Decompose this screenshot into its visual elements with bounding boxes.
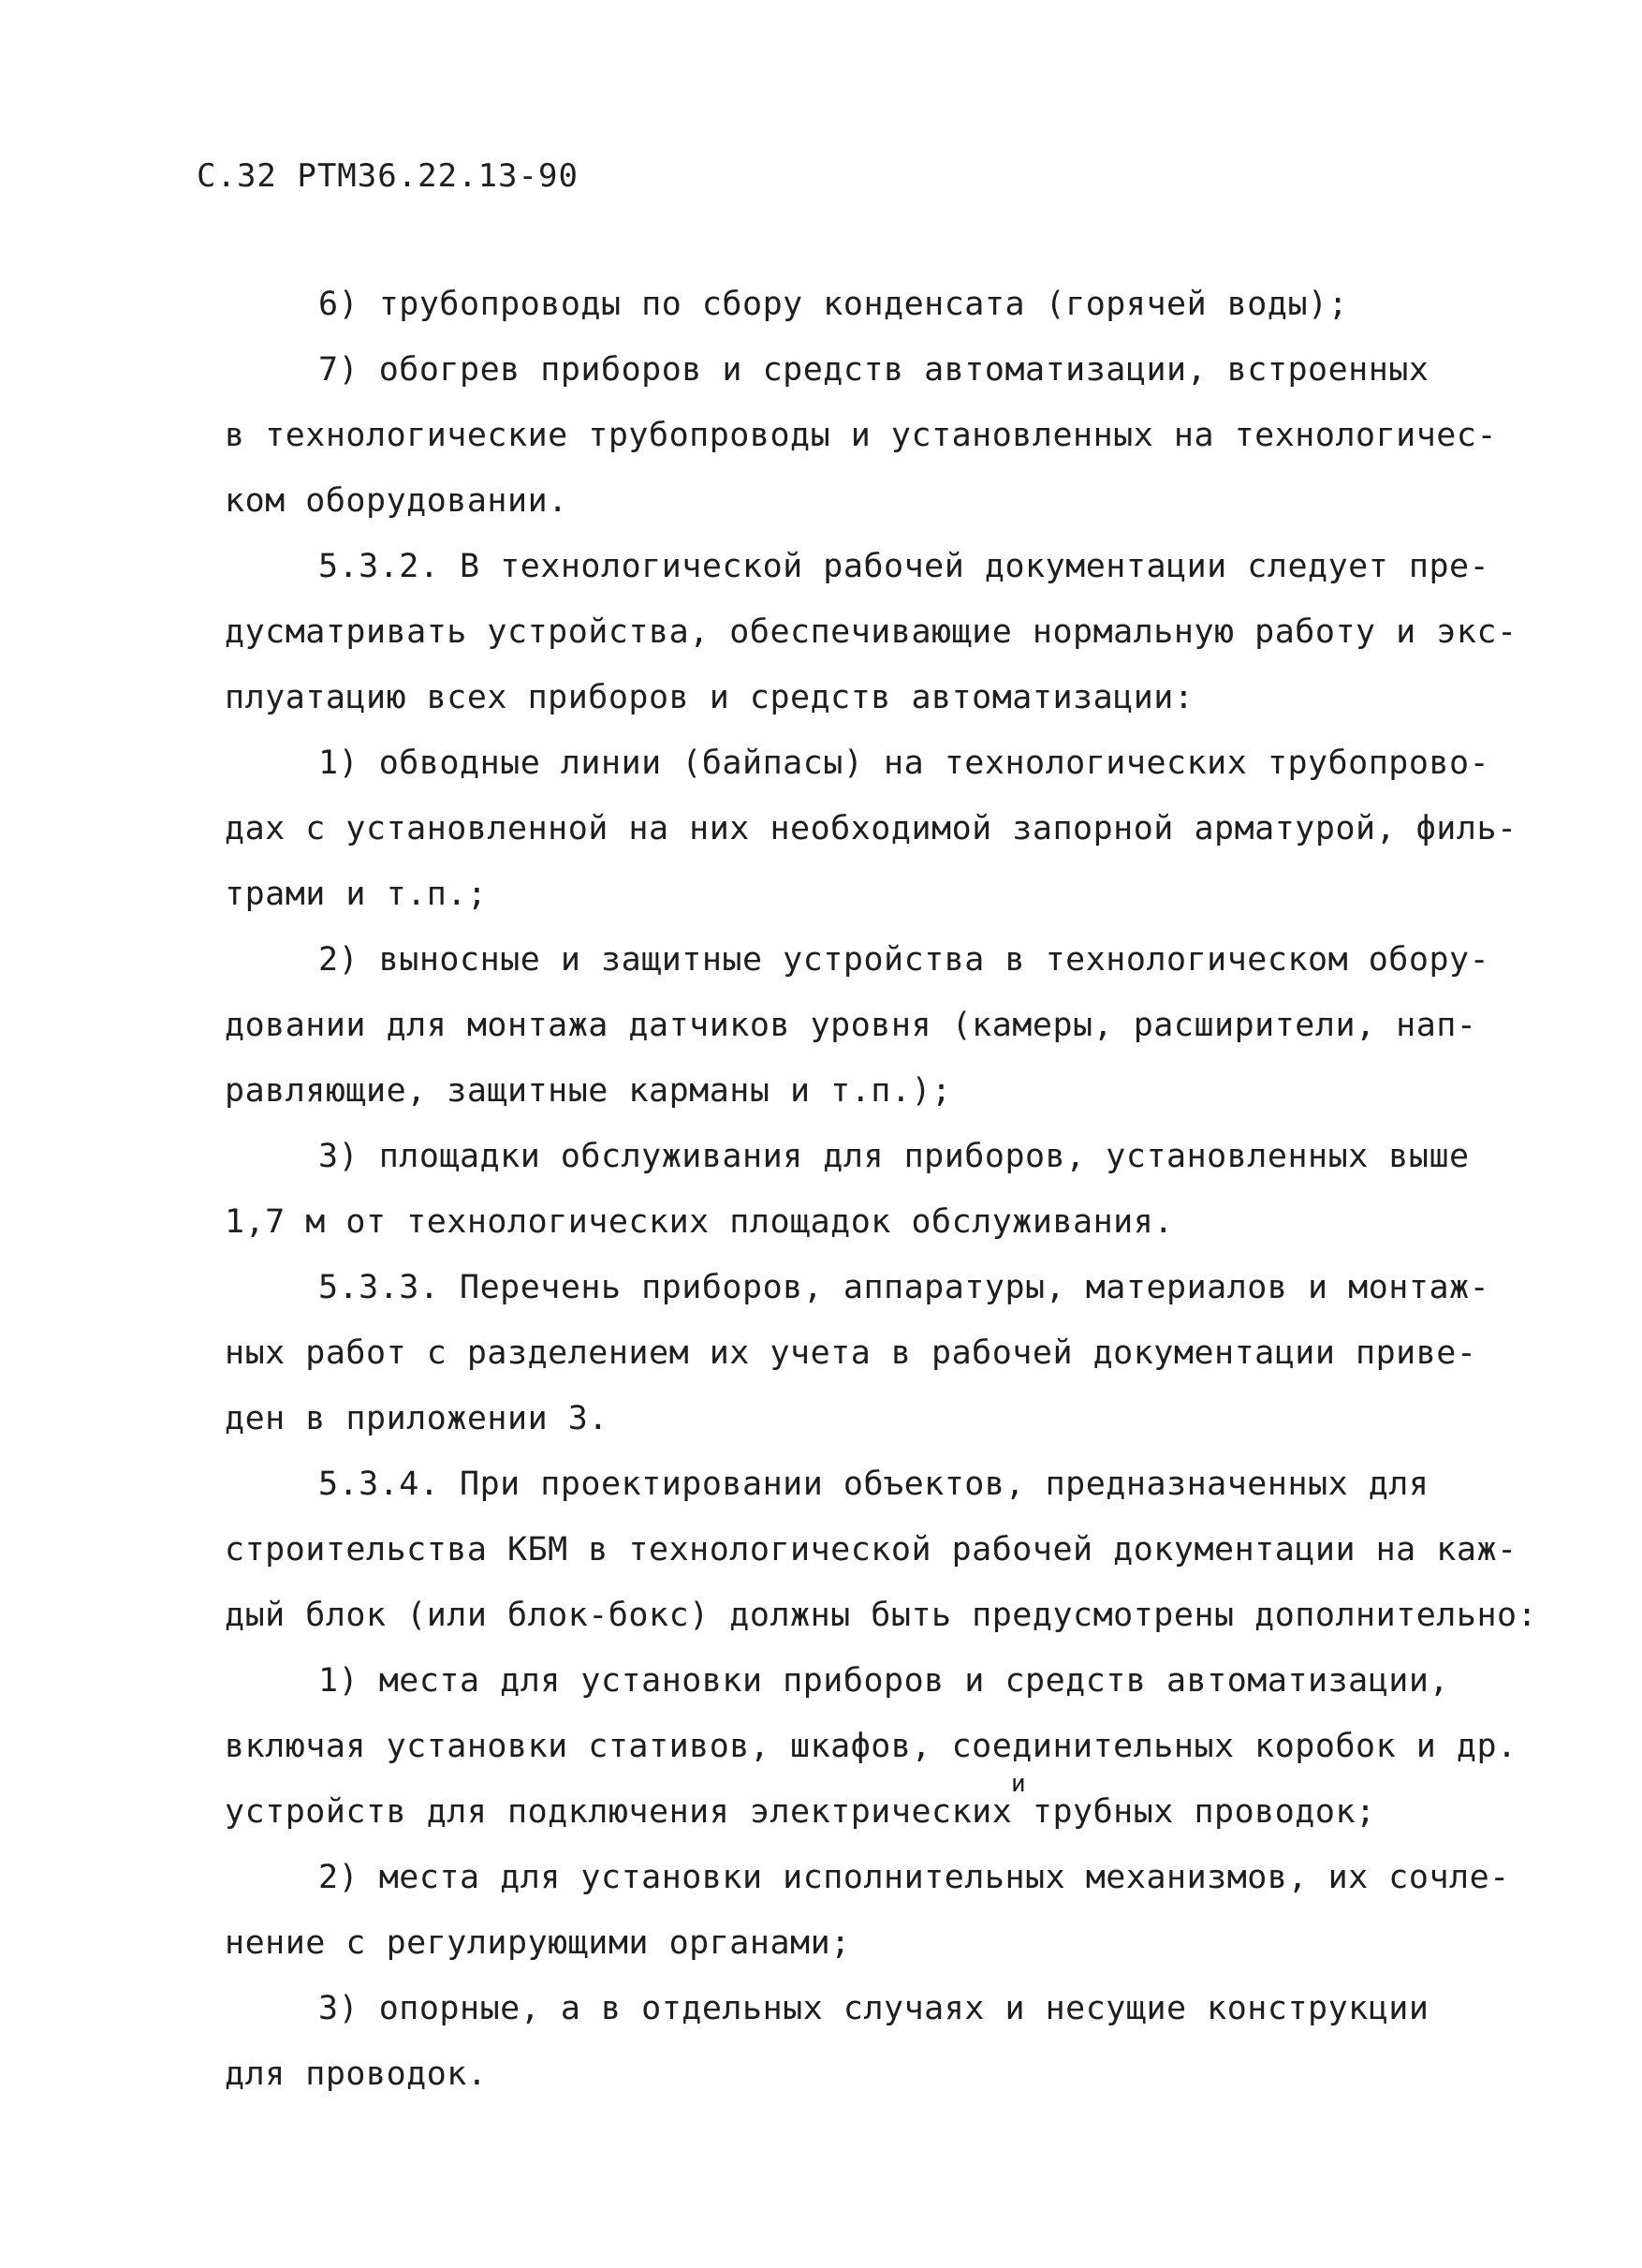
list-item: 6) трубопроводы по сбору конденсата (горячей воды);: [318, 286, 1349, 323]
paragraph-line: нение с регулирующими органами;: [225, 1924, 851, 1962]
paragraph-line: в технологические трубопроводы и установленных на технологичес-: [225, 417, 1498, 454]
list-item: 1) места для установки приборов и средств автоматизации,: [318, 1662, 1450, 1700]
page-header: С.32 РТМ36.22.13-90: [197, 157, 579, 195]
paragraph-line: 1,7 м от технологических площадок обслуживания.: [225, 1203, 1174, 1241]
paragraph-line: плуатацию всех приборов и средств автоматизации:: [225, 679, 1195, 716]
list-item: 7) обогрев приборов и средств автоматизации, встроенных: [318, 351, 1429, 389]
paragraph-line: равляющие, защитные карманы и т.п.);: [225, 1072, 952, 1110]
paragraph-line: устройств для подключения электрических трубных проводок;: [225, 1793, 1376, 1831]
section-heading-line: 5.3.4. При проектировании объектов, предназначенных для: [318, 1465, 1429, 1503]
list-item: 1) обводные линии (байпасы) на технологических трубопрово-: [318, 744, 1490, 782]
paragraph-line: ком оборудовании.: [225, 482, 568, 520]
paragraph-line: строительства КБМ в технологической рабочей документации на каж-: [225, 1531, 1517, 1568]
paragraph-line: ных работ с разделением их учета в рабочей документации приве-: [225, 1334, 1477, 1372]
paragraph-line: включая установки стативов, шкафов, соединительных коробок и др.: [225, 1728, 1517, 1765]
paragraph-line: довании для монтажа датчиков уровня (камеры, расширители, нап-: [225, 1007, 1477, 1044]
paragraph-line: дусматривать устройства, обеспечивающие нормальную работу и экс-: [225, 613, 1517, 651]
handwritten-insert: и: [1011, 1770, 1026, 1798]
section-heading-line: 5.3.2. В технологической рабочей документации следует пре-: [318, 548, 1490, 585]
paragraph-line: трами и т.п.;: [225, 876, 488, 913]
paragraph-line: дах с установленной на них необходимой запорной арматурой, филь-: [225, 810, 1517, 847]
list-item: 2) выносные и защитные устройства в технологическом обору-: [318, 941, 1490, 979]
list-item: 2) места для установки исполнительных механизмов, их сочле-: [318, 1859, 1510, 1896]
list-item: 3) площадки обслуживания для приборов, установленных выше: [318, 1138, 1470, 1175]
paragraph-line: ден в приложении 3.: [225, 1400, 608, 1437]
paragraph-line: дый блок (или блок-бокс) должны быть предусмотрены дополнительно:: [225, 1597, 1538, 1634]
paragraph-line: для проводок.: [225, 2055, 488, 2093]
list-item: 3) опорные, а в отдельных случаях и несущие конструкции: [318, 1990, 1429, 2027]
section-heading-line: 5.3.3. Перечень приборов, аппаратуры, материалов и монтаж-: [318, 1269, 1490, 1306]
